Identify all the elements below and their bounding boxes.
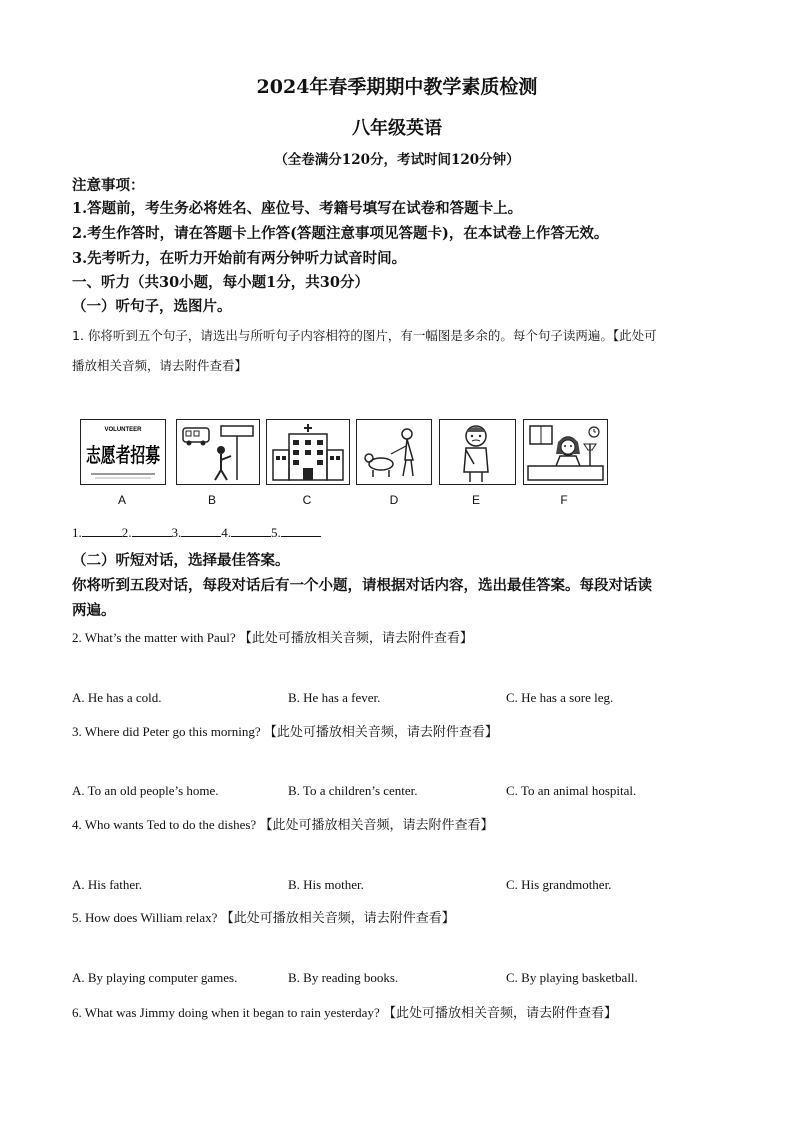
girl-at-desk-icon: [524, 420, 607, 484]
answer-blanks: [72, 524, 321, 541]
option-c[interactable]: C. He has a sore leg.: [506, 690, 614, 705]
option-c[interactable]: C. His grandmother.: [506, 877, 612, 892]
section-heading: 一、听力（共30小题，每小题1分，共30分）: [72, 274, 369, 291]
option-a[interactable]: A. To an old people’s home.: [72, 783, 219, 798]
bus-stop-icon: [177, 420, 259, 484]
option-b[interactable]: B. To a children’s center.: [288, 783, 418, 798]
part1-heading: （一）听句子，选图片。: [72, 298, 232, 315]
exam-title: 2024年春季期期中教学素质检测: [256, 76, 538, 98]
exam-subtitle: 八年级英语: [352, 118, 442, 139]
question-6: 6. What was Jimmy doing when it began to rain yesterday? 【此处可播放相关音频，请去附件查看】: [72, 1005, 617, 1020]
blank-num: 1.: [72, 525, 82, 540]
part2-heading: （二）听短对话，选择最佳答案。: [72, 552, 290, 569]
picture-label-a: A: [117, 493, 126, 507]
picture-label-c: C: [302, 493, 312, 507]
sick-boy-icon: [440, 420, 515, 484]
option-b[interactable]: B. He has a fever.: [288, 690, 381, 705]
picture-label-d: D: [389, 493, 399, 507]
question-3: 3. Where did Peter go this morning? 【此处可播放相关音频，请去附件查看】: [72, 724, 498, 739]
poster-main-text: 志愿者招募: [86, 443, 160, 467]
notice-item: 2.考生作答时，请在答题卡上作答(答题注意事项见答题卡)，在本试卷上作答无效。: [72, 225, 609, 242]
picture-label-f: F: [560, 493, 568, 507]
part1-instruction-cont: 播放相关音频，请去附件查看】: [72, 358, 248, 373]
answer-blank[interactable]: [181, 524, 221, 537]
answer-blank[interactable]: [132, 524, 172, 537]
picture-b: [176, 419, 260, 485]
answer-blank[interactable]: [231, 524, 271, 537]
option-c[interactable]: C. To an animal hospital.: [506, 783, 637, 798]
option-b[interactable]: B. By reading books.: [288, 970, 399, 985]
blank-num: 4.: [221, 525, 231, 540]
poster-top-text: VOLUNTEER: [104, 427, 142, 433]
option-a[interactable]: A. By playing computer games.: [72, 970, 238, 985]
blank-num: 2.: [121, 525, 132, 540]
question-2: 2. What’s the matter with Paul? 【此处可播放相关音频，请去附件查看】: [72, 630, 473, 645]
picture-label-e: E: [471, 493, 480, 507]
option-b[interactable]: B. His mother.: [288, 877, 364, 892]
notice-heading: 注意事项：: [72, 177, 145, 194]
volunteer-poster-icon: [81, 420, 165, 484]
blank-num: 5.: [271, 525, 281, 540]
exam-note: （全卷满分120分，考试时间120分钟）: [274, 152, 520, 168]
option-a[interactable]: A. His father.: [72, 877, 143, 892]
part2-instruction: 你将听到五段对话，每段对话后有一个小题，请根据对话内容，选出最佳答案。每段对话读: [72, 577, 652, 594]
picture-d: [356, 419, 432, 485]
picture-f: [523, 419, 608, 485]
part1-instruction: 1. 你将听到五个句子，请选出与所听句子内容相符的图片，有一幅图是多余的。每个句子读两遍。【此处可: [72, 328, 657, 343]
hospital-icon: [267, 420, 349, 484]
picture-label-b: B: [207, 493, 216, 507]
question-4: 4. Who wants Ted to do the dishes? 【此处可播放相关音频，请去附件查看】: [72, 817, 494, 832]
blank-num: 3.: [171, 525, 182, 540]
notice-item: 1.答题前，考生务必将姓名、座位号、考籍号填写在试卷和答题卡上。: [72, 200, 523, 217]
dog-walking-icon: [357, 420, 431, 484]
option-a[interactable]: A. He has a cold.: [72, 690, 162, 705]
notice-item: 3.先考听力，在听力开始前有两分钟听力试音时间。: [72, 250, 407, 267]
answer-blank[interactable]: [82, 524, 122, 537]
answer-blank[interactable]: [281, 524, 321, 537]
part2-instruction-cont: 两遍。: [72, 602, 116, 619]
picture-e: [439, 419, 516, 485]
picture-a: [80, 419, 166, 485]
question-5: 5. How does William relax? 【此处可播放相关音频，请去附件查看】: [72, 910, 455, 925]
picture-c: [266, 419, 350, 485]
option-c[interactable]: C. By playing basketball.: [506, 970, 638, 985]
